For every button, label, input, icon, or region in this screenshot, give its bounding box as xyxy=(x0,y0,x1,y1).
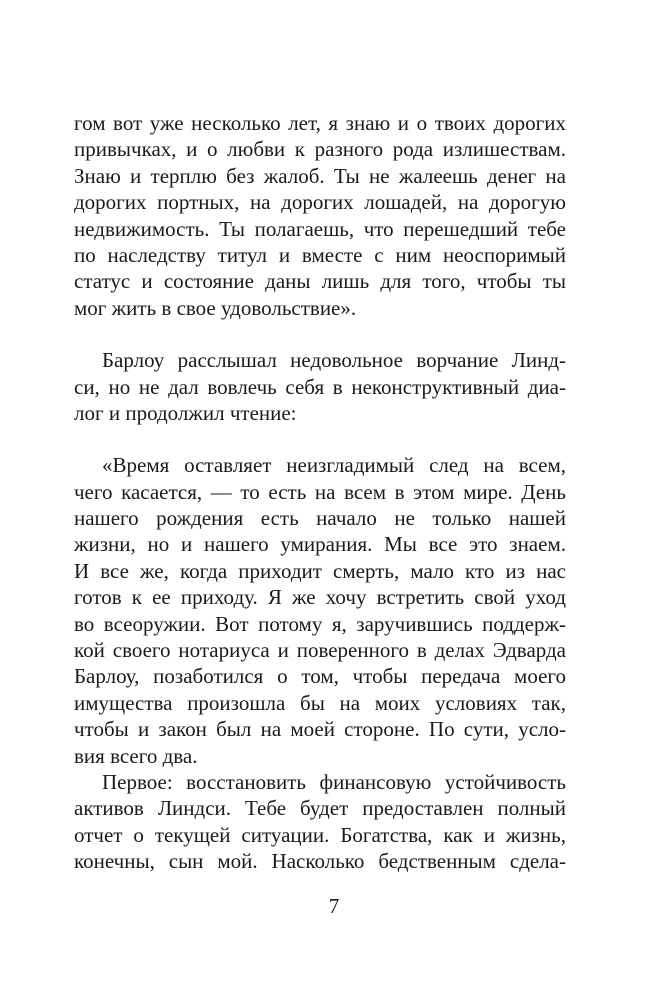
text-line: имущества произошла бы на моих условиях так, xyxy=(74,690,566,715)
text-line: жизни, но и нашего умирания. Мы все это знаем. xyxy=(74,532,566,557)
text-line: активов Линдси. Тебе будет предоставлен полный xyxy=(74,796,566,821)
text-line: готов к ее приходу. Я же хочу встретить свой уход xyxy=(74,585,566,610)
paragraph-3 xyxy=(74,452,566,769)
text-line: во всеоружии. Вот потому я, заручившись поддерж- xyxy=(74,611,566,636)
text-line: по наследству титул и вместе с ним неоспоримый xyxy=(74,242,566,267)
paragraph-4 xyxy=(74,769,566,875)
text-line: лог и продолжил чтение: xyxy=(74,400,297,425)
text-line: мог жить в свое удовольствие». xyxy=(74,295,357,320)
text-line: гом вот уже несколько лет, я знаю и о твоих дорогих xyxy=(74,111,566,135)
text-line: отчет о текущей ситуации. Богатства, как и жизнь, xyxy=(74,822,566,847)
text-line: нашего рождения есть начало не только нашей xyxy=(74,506,566,531)
text-line: И все же, когда приходит смерть, мало кто из нас xyxy=(74,558,566,583)
text-line: статус и состояние даны лишь для того, чтобы ты xyxy=(74,269,566,294)
paragraph-2 xyxy=(74,347,566,426)
text-line: вия всего два. xyxy=(74,743,198,768)
text-line: дорогих портных, на дорогих лошадей, на дорогую xyxy=(74,190,566,215)
text-line: привычках, и о любви к разного рода излишествам. xyxy=(74,137,566,162)
paragraph-gap xyxy=(74,321,566,347)
text-line: Барлоу, позаботился о том, чтобы передача моего xyxy=(74,664,566,689)
page-number: 7 xyxy=(328,894,340,918)
text-line: «Время оставляет неизгладимый след на всем, xyxy=(102,453,566,478)
text-line: недвижимость. Ты полагаешь, что перешедший тебе xyxy=(74,216,566,241)
text-line: кой своего нотариуса и поверенного в делах Эдварда xyxy=(74,638,566,663)
text-line: Барлоу расслышал недовольное ворчание Линд- xyxy=(102,348,566,373)
text-line: Первое: восстановить финансовую устойчивость xyxy=(102,769,566,794)
text-line: конечны, сын мой. Насколько бедственным сдела- xyxy=(74,849,566,874)
paragraph-1 xyxy=(74,110,566,321)
text-line: Знаю и терплю без жалоб. Ты не жалеешь денег на xyxy=(74,163,566,188)
page-body xyxy=(74,110,566,875)
paragraph-gap xyxy=(74,426,566,452)
text-line: чего касается, — то есть на всем в этом мире. День xyxy=(74,479,566,504)
text-line: си, но не дал вовлечь себя в неконструктивный диа- xyxy=(74,374,566,399)
text-line: чтобы и закон был на моей стороне. По сути, усло- xyxy=(74,717,566,742)
